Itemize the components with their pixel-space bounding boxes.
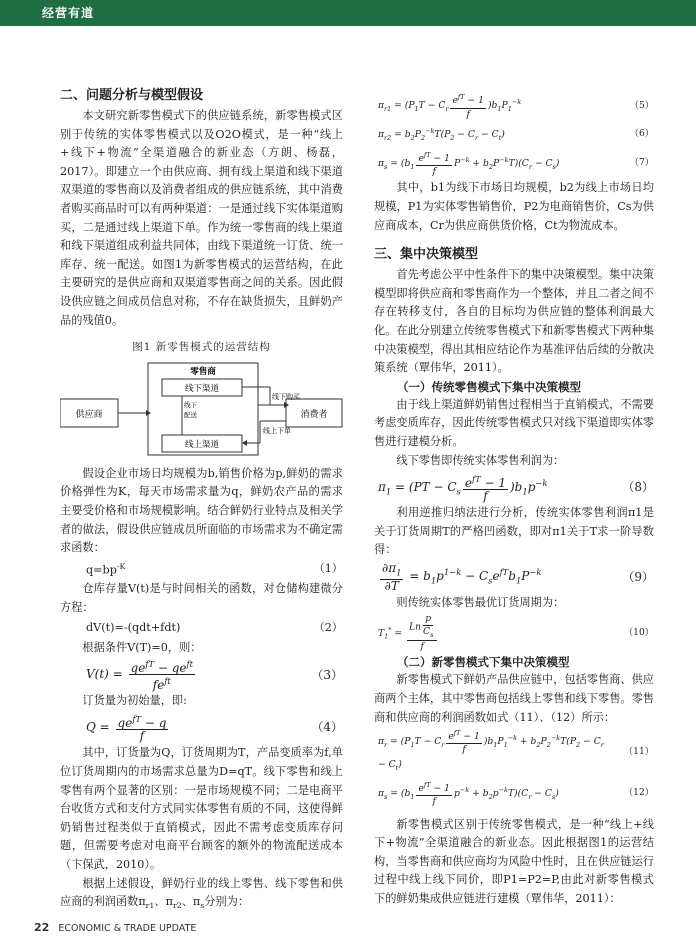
right-paragraph-2: 首先考虑公平中性条件下的集中决策模型。集中决策模型即将供应商和零售商作为一个整体，并且二者之间不存在转移支付，各自的目标均为供应链的整体利润最大化。在此分别建立传统零售模式下和新零售模式下两种集中决策模型，得出其相应结论作为基准评估后续的分散决策系统（覃伟华，2011）。 xyxy=(374,268,654,375)
section2-title: 二、问题分析与模型假设 xyxy=(60,88,204,103)
right-paragraph-5: 利用逆推归纳法进行分析，传统实体零售利润π1是关于订货周期T的严格凹函数，即对π1关于T求一阶导数得： xyxy=(374,506,654,557)
equation-12-number: （12） xyxy=(623,787,654,799)
left-paragraph-2: 假设企业市场日均规模为b,销售价格为p,鲜奶的需求价格弹性为K，每天市场需求量为q，鲜奶农产品的需求主要受价格和市场规模影响。结合鲜奶行业特点及相关学者的做法，假设供应链成员所面临的市场需求为不确定需求函数： xyxy=(60,466,343,555)
equation-9-number: （9） xyxy=(622,569,654,584)
equation-1-sup: -K xyxy=(116,561,126,571)
figure-caption: 图1 新零售模式的运营结构 xyxy=(132,341,271,354)
figure-diagram xyxy=(60,361,343,457)
left-paragraph-7-text: 根据上述假设，鲜奶行业的线上零售、线下零售和供应商的利润函数π xyxy=(60,876,343,909)
left-paragraph-4: 根据条件V(T)=0，则： xyxy=(82,641,202,655)
equation-11-number: （11） xyxy=(623,746,654,758)
equation-5: $\pi_{r1} = (P_1T - C_r$ $\frac{e^{fT} - 1}{f}$ )$b_1P_1^{-k}$ （5） xyxy=(378,93,654,120)
equation-9: $\frac{\partial\pi_1}{\partial T}$ = $b_1p^{1-k} - C_se^{fT}b_1P^{-k}$ （9） xyxy=(382,561,654,593)
online-channel-label: 线上渠道 xyxy=(184,439,220,450)
equation-10-number: （10） xyxy=(623,626,654,638)
top-header-bar xyxy=(0,0,696,26)
left-paragraph-1: 本文研究新零售模式下的供应链系统，新零售模式区别于传统的实体零售模式以及O2O模式，是一种“线上+线下+物流”全渠道融合的新业态（方朗、杨磊，2017）。即建立一个由供应商、拥有线上渠道和线下渠道双渠道的零售商以及消费者组成的供应链系统，其中消费者购买商品时可以有两种渠道：一是通过线下实体渠道购买，二是通过线上渠道下单。作为统一零售商的线上渠道和线下渠道组成利益共同体，由线下渠道统一订货、统一库存、统一配送。如图1为新零售模式的运营结构，在此主要研究的是供应商和双渠道零售商之间的关系。因此假设供应链之间成员信息对称，不存在缺货损失，且鲜奶产品的残值0。 xyxy=(60,109,343,327)
right-paragraph-4: 线下零售即传统实体零售利润为： xyxy=(396,453,565,467)
equation-6-number: （6） xyxy=(629,128,654,140)
equation-1 xyxy=(60,558,343,580)
section3-title: 三、集中决策模型 xyxy=(374,247,479,263)
equation-11: $\pi_r = (P_1T - C_r$ $\frac{e^{fT} - 1}{f}$ )$b_1P_1^{-k} + b_2P_2^{-k}T(P_2 - C_r - C_t)$ （11） xyxy=(378,729,654,773)
subsection-2-title: （二）新零售模式下集中决策模型 xyxy=(397,655,570,670)
right-paragraph-7: 新零售模式下鲜奶产品供应链中，包括零售商、供应商两个主体，其中零售商包括线上零售和线下零售。零售商和供应商的利润函数如式（11）、（12）所示： xyxy=(374,673,654,724)
page-number: 22 xyxy=(34,921,50,934)
equation-8: $\pi_1 = (PT - C_s$ $\frac{e^{fT} - 1}{f}$ )$b_1p^{-k}$ （8） xyxy=(378,473,654,503)
supplier-label: 供应商 xyxy=(75,409,103,420)
equation-1-number: （1） xyxy=(313,561,343,575)
equation-7-number: （7） xyxy=(629,157,654,169)
page-footer xyxy=(34,919,196,939)
right-paragraph-3: 由于线上渠道鲜奶销售过程相当于直销模式，不需要考虑变质库存，因此传统零售模式只对线下渠道即实体零售进行建模分析。 xyxy=(374,397,654,449)
section-tab: 经营有道 xyxy=(42,6,95,20)
left-paragraph-5: 订货量为初始量，即: xyxy=(82,693,187,707)
equation-2 xyxy=(60,617,343,639)
equation-5-number: （5） xyxy=(629,99,654,111)
equation-3: V(t) = $\frac{qe^{fT} - qe^{ft}}{fe^{ft}}$ （3） xyxy=(86,659,343,693)
offline-delivery-label-1: 线下 xyxy=(184,400,197,409)
right-paragraph-8: 新零售模式区别于传统零售模式，是一种“线上+线下+物流”全渠道融合的新业态。因此根据图1的运营结构，当零售商和供应商均为风险中性时，且在供应链运行过程中线上线下同价，即P1=P2=P,由此对新零售模式下的鲜奶集成供应链进行建模（覃伟华，2011）： xyxy=(374,817,654,906)
left-paragraph-3: 仓库存量V(t)是与时间相关的函数，对仓储构建微分方程： xyxy=(60,582,343,614)
equation-4-number: （4） xyxy=(311,720,343,735)
subsection-1-title: （一）传统零售模式下集中决策模型 xyxy=(397,379,581,394)
offline-channel-label: 线下渠道 xyxy=(184,383,220,394)
right-paragraph-6: 则传统实体零售最优订货周期为： xyxy=(396,595,565,609)
retailer-label: 零售商 xyxy=(190,366,216,377)
equation-2-number: （2） xyxy=(313,620,343,634)
equation-3-number: （3） xyxy=(311,667,343,682)
equation-7: $\pi_s = (b_1$ $\frac{e^{fT} - 1}{f}$ $P^{-k} + b_2P^{-k}T)(C_r - C_s)$ （7） xyxy=(378,150,654,178)
left-paragraph-6: 其中，订货量为Q，订货周期为T，产品变质率为f,单位订货周期内的市场需求总量为D=qT。线下零售和线上零售有两个显著的区别：一是市场规模不同；二是电商平台收货方式和支付方式同实体零售有质的不同，这使得鲜奶销售过程类似于直销模式，因此不需考虑变质库存问题，但需要考虑对电商平台顾客的额外的物流配送成本（卞保武，2010）。 xyxy=(60,746,343,871)
left-paragraph-7-tail: 分别为： xyxy=(204,895,250,909)
equation-6: $\pi_{r2} = b_2P_2^{-k}T(P_2 - C_r - C_t)$ （6） xyxy=(374,122,654,147)
equation-1-expr: q=bp xyxy=(86,563,117,577)
equation-8-number: （8） xyxy=(622,479,654,494)
equation-10: $T_1^*$ = Ln $\frac{p}{C_s}$ f （10） xyxy=(378,612,654,653)
journal-name: ECONOMIC & TRADE UPDATE xyxy=(58,923,197,934)
equation-4: Q = $\frac{qe^{fT} - q}{f}$ （4） xyxy=(86,713,343,743)
right-column xyxy=(374,90,654,909)
offline-buy-label: 线下购买 xyxy=(272,392,300,401)
figure-operation-structure xyxy=(60,361,343,457)
equation-2-expr: dV(t)=-(qdt+fdt) xyxy=(86,620,181,634)
online-order-label: 线上下单 xyxy=(263,426,291,435)
left-paragraph-7: 根据上述假设，鲜奶行业的线上零售、线下零售和供应商的利润函数$\pi_{r1}$、$\pi_{r2}$、$\pi_s$分别为： xyxy=(60,876,343,911)
right-paragraph-1: 其中，b1为线下市场日均规模，b2为线上市场日均规模，P1为实体零售销售价，P2为电商销售价，Cs为供应商成本，Cr为供应商供货价格，Ct为物流成本。 xyxy=(374,181,654,232)
offline-delivery-label-2: 配送 xyxy=(184,410,197,419)
consumer-label: 消费者 xyxy=(300,409,328,420)
left-column xyxy=(60,86,343,916)
equation-12: $\pi_s = (b_1$ $\frac{e^{fT} - 1}{f}$ $p^{-k} + b_2p^{-k}T)(C_r - C_s)$ （12） xyxy=(378,781,654,808)
